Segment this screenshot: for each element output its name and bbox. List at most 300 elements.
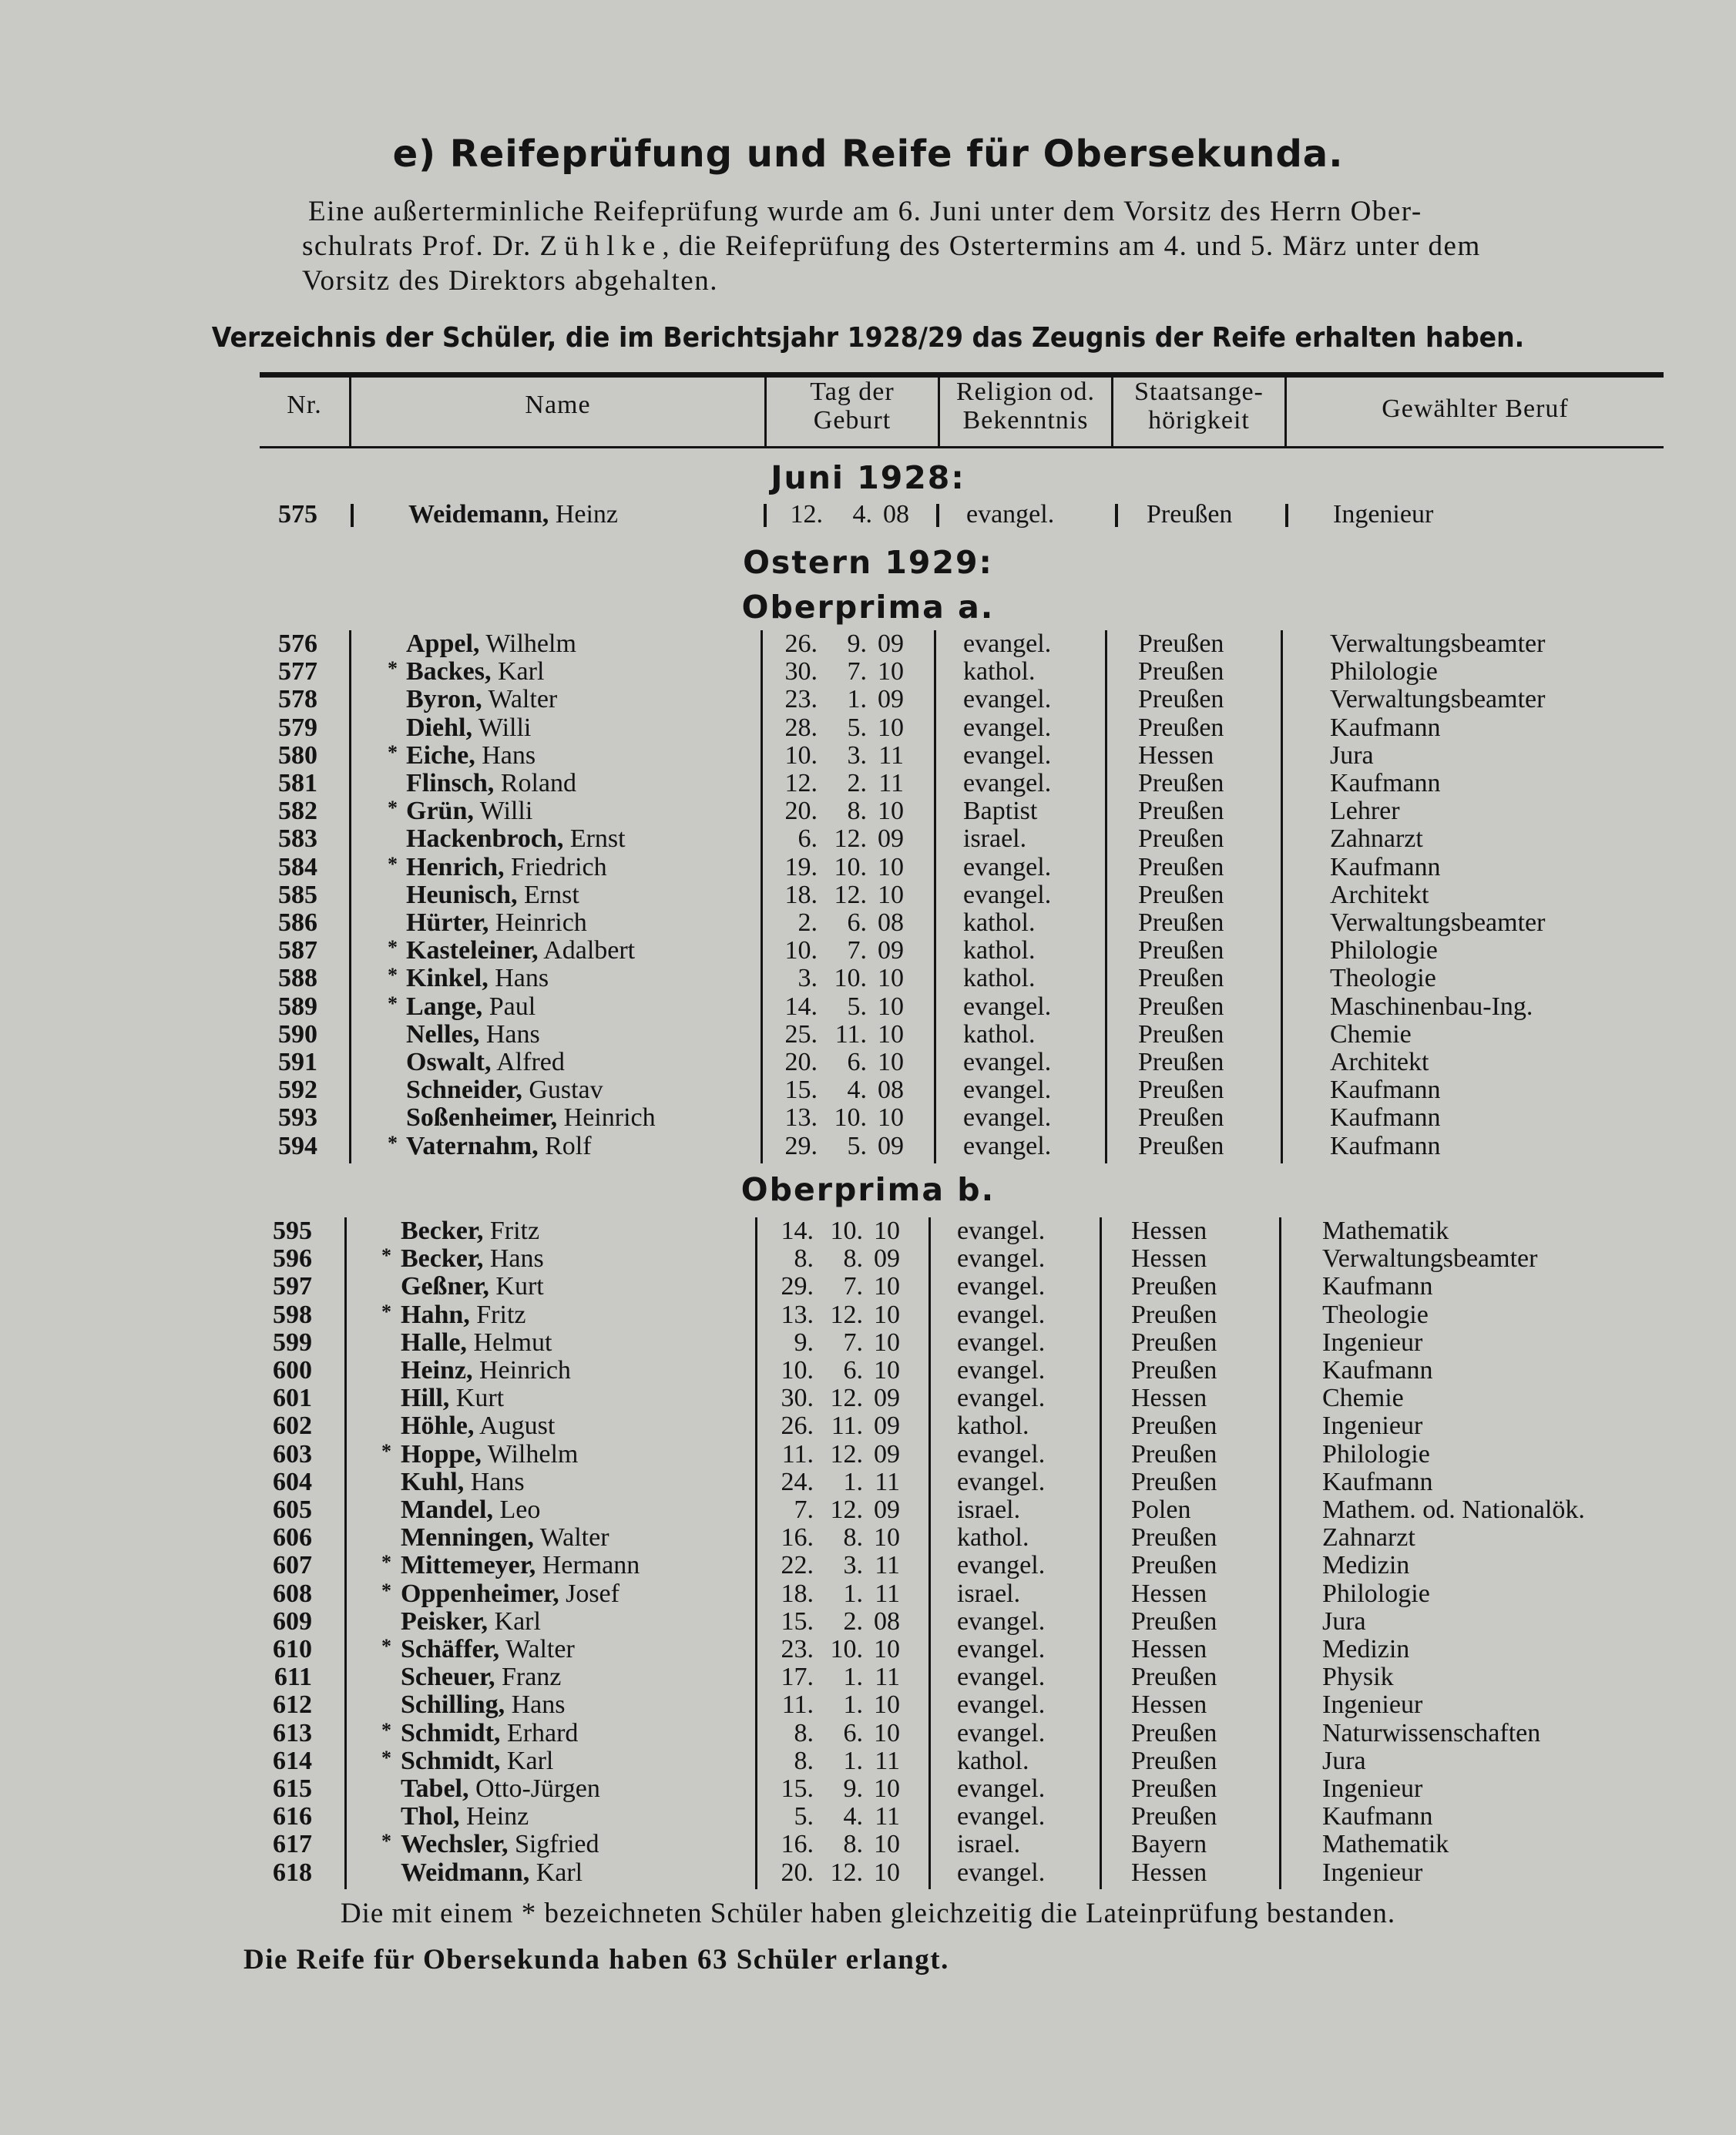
birth-day: 12. [784, 769, 818, 797]
nationality: Bayern [1131, 1830, 1207, 1859]
student-surname: Hahn, [401, 1300, 470, 1329]
birth-day: 15. [784, 1076, 818, 1105]
chosen-profession: Zahnarzt [1330, 824, 1423, 854]
religion: evangel. [957, 1690, 1046, 1720]
birth-day: 7. [794, 1496, 814, 1524]
student-name [406, 658, 544, 686]
student-given-name: Heinz [466, 1802, 529, 1831]
birth-month: 9. [843, 1774, 863, 1803]
table-row [0, 1329, 1736, 1357]
birth-year: 11 [875, 1579, 900, 1608]
nationality: Preußen [1131, 1300, 1217, 1329]
birth-year: 10 [878, 1048, 904, 1076]
student-given-name: Walter [539, 1523, 609, 1553]
nationality: Preußen [1131, 1802, 1217, 1831]
student-name [406, 1049, 565, 1076]
nationality: Preußen [1138, 629, 1224, 658]
student-given-name: Fritz [476, 1300, 526, 1329]
nationality: Hessen [1138, 740, 1214, 770]
table-row [0, 1469, 1736, 1496]
student-surname: Höhle, [401, 1412, 475, 1441]
birth-month: 8. [843, 1523, 863, 1553]
birth-month: 12. [830, 1439, 863, 1469]
student-name [401, 1608, 541, 1636]
table-row [0, 993, 1736, 1021]
header-bottom-rule [260, 446, 1664, 448]
nationality: Preußen [1131, 1606, 1217, 1636]
table-row [0, 1636, 1736, 1663]
column-header-nationality-line2: hörigkeit [1148, 406, 1250, 435]
religion: evangel. [963, 1076, 1052, 1105]
student-surname: Vaternahm, [406, 1131, 539, 1160]
table-row [0, 1133, 1736, 1160]
birth-month: 8. [847, 797, 867, 826]
nationality: Preußen [1138, 936, 1224, 965]
religion: evangel. [963, 769, 1052, 797]
row-number: 595 [273, 1217, 312, 1245]
birth-day: 20. [781, 1858, 814, 1887]
nationality: Hessen [1131, 1244, 1207, 1274]
birth-day: 15. [781, 1606, 814, 1636]
student-given-name: Karl [494, 1606, 541, 1636]
student-name [401, 1552, 640, 1579]
birth-day: 8. [794, 1718, 814, 1747]
column-header-nationality-line1: Staatsange- [1134, 378, 1264, 406]
student-name [401, 1217, 539, 1245]
row-number: 613 [273, 1718, 312, 1747]
religion: evangel. [966, 500, 1055, 529]
chosen-profession: Verwaltungsbeamter [1330, 908, 1546, 937]
chosen-profession: Verwaltungsbeamter [1330, 685, 1546, 714]
birth-month: 4. [847, 1076, 867, 1105]
religion: kathol. [963, 1019, 1036, 1049]
row-number: 617 [273, 1830, 312, 1859]
row-number: 606 [273, 1523, 312, 1553]
student-surname: Schmidt, [401, 1718, 501, 1747]
student-name [401, 1273, 544, 1301]
student-name [408, 501, 618, 529]
row-number: 577 [278, 657, 317, 686]
section-subtitle-oberprima-a: Oberprima a. [741, 589, 995, 626]
chosen-profession: Jura [1322, 1606, 1366, 1636]
table-row [0, 1496, 1736, 1524]
religion: evangel. [963, 713, 1052, 742]
religion: evangel. [957, 1217, 1046, 1245]
row-number: 587 [278, 936, 317, 965]
row-number: 600 [273, 1356, 312, 1385]
student-name [406, 797, 532, 825]
row-number: 586 [278, 908, 317, 937]
student-given-name: Willi [478, 713, 532, 742]
row-number: 607 [273, 1551, 312, 1580]
religion: evangel. [963, 1131, 1052, 1160]
religion: evangel. [963, 629, 1052, 658]
table-row [0, 686, 1736, 713]
student-given-name: Gustav [529, 1076, 603, 1105]
student-name [401, 1859, 583, 1887]
chosen-profession: Kaufmann [1330, 1076, 1441, 1105]
student-name [401, 1469, 525, 1496]
row-number: 589 [278, 992, 317, 1021]
birth-day: 30. [781, 1384, 814, 1413]
student-given-name: Karl [536, 1858, 583, 1887]
column-header-birth [767, 378, 938, 435]
religion: evangel. [963, 852, 1052, 881]
birth-day: 18. [784, 880, 818, 909]
birth-year: 11 [875, 1663, 900, 1692]
intro-line-2-start: schulrats Prof. Dr. [302, 230, 532, 262]
chosen-profession: Philologie [1330, 657, 1438, 686]
birth-day: 2. [797, 908, 818, 937]
table-row [0, 1608, 1736, 1636]
religion: kathol. [963, 908, 1036, 937]
student-surname: Schneider, [406, 1076, 522, 1105]
birth-day: 14. [781, 1217, 814, 1245]
student-given-name: Roland [500, 769, 577, 797]
table-row [0, 1301, 1736, 1329]
nationality: Preußen [1138, 1076, 1224, 1105]
student-surname: Heunisch, [406, 880, 518, 909]
nationality: Preußen [1131, 1272, 1217, 1301]
birth-month: 1. [843, 1690, 863, 1720]
student-given-name: August [479, 1412, 556, 1441]
nationality: Hessen [1131, 1635, 1207, 1663]
table-row [0, 909, 1736, 937]
birth-day: 23. [784, 685, 818, 714]
nationality: Preußen [1138, 713, 1224, 742]
religion: evangel. [957, 1774, 1046, 1803]
birth-month: 8. [843, 1244, 863, 1274]
table-row [0, 1831, 1736, 1858]
birth-month: 12. [830, 1384, 863, 1413]
student-surname: Weidemann, [408, 500, 549, 529]
column-header-religion-line1: Religion od. [955, 378, 1096, 406]
latin-exam-mark: * [381, 1244, 391, 1267]
birth-year: 11 [875, 1802, 900, 1831]
birth-day: 6. [797, 824, 818, 854]
row-number: 583 [278, 824, 317, 854]
birth-year: 10 [878, 964, 904, 993]
chosen-profession: Theologie [1330, 964, 1436, 993]
chosen-profession: Zahnarzt [1322, 1523, 1415, 1553]
religion: evangel. [957, 1802, 1046, 1831]
religion: evangel. [957, 1328, 1046, 1357]
student-surname: Hoppe, [401, 1439, 482, 1469]
latin-exam-mark: * [381, 1746, 391, 1769]
student-given-name: Otto-Jürgen [475, 1774, 600, 1803]
birth-year: 10 [878, 1103, 904, 1133]
row-number: 576 [278, 629, 317, 658]
chosen-profession: Philologie [1322, 1579, 1430, 1608]
birth-year: 09 [874, 1384, 900, 1413]
student-given-name: Walter [488, 685, 558, 714]
table-row [0, 1104, 1736, 1132]
table-row [0, 1021, 1736, 1049]
table-row [0, 1524, 1736, 1552]
religion: evangel. [957, 1300, 1046, 1329]
row-number: 615 [273, 1774, 312, 1803]
religion: evangel. [957, 1606, 1046, 1636]
chosen-profession: Jura [1330, 740, 1374, 770]
row-number: 609 [273, 1606, 312, 1636]
student-given-name: Josef [566, 1579, 620, 1608]
birth-day: 13. [784, 1103, 818, 1133]
birth-day: 29. [781, 1272, 814, 1301]
student-name [406, 825, 626, 853]
birth-year: 10 [874, 1858, 900, 1887]
row-number: 585 [278, 880, 317, 909]
birth-day: 16. [781, 1523, 814, 1553]
birth-year: 08 [878, 1076, 904, 1105]
table-row [0, 1747, 1736, 1775]
latin-exam-mark: * [381, 1718, 391, 1741]
nationality: Preußen [1138, 964, 1224, 993]
birth-day: 29. [784, 1131, 818, 1160]
student-surname: Eiche, [406, 740, 475, 770]
latin-exam-mark: * [381, 1300, 391, 1323]
student-surname: Hill, [401, 1384, 450, 1413]
student-name [406, 881, 579, 909]
student-name [406, 1076, 603, 1104]
birth-month: 2. [843, 1606, 863, 1636]
row-number: 594 [278, 1131, 317, 1160]
chosen-profession: Naturwissenschaften [1322, 1718, 1541, 1747]
nationality: Preußen [1131, 1328, 1217, 1357]
table-row [0, 1663, 1736, 1691]
chosen-profession: Kaufmann [1322, 1802, 1433, 1831]
nationality: Preußen [1138, 1019, 1224, 1049]
student-name [406, 1021, 540, 1049]
student-surname: Hackenbroch, [406, 824, 564, 854]
intro-paragraph [302, 194, 1666, 298]
religion: evangel. [957, 1272, 1046, 1301]
list-title: Verzeichnis der Schüler, die im Berichtsjahr 1928/29 das Zeugnis der Reife erhalten haben. [211, 322, 1525, 354]
birth-year: 10 [878, 657, 904, 686]
birth-month: 1. [843, 1663, 863, 1692]
birth-year: 10 [874, 1830, 900, 1859]
student-surname: Becker, [401, 1244, 484, 1274]
row-number: 611 [274, 1663, 312, 1692]
student-given-name: Heinrich [478, 1356, 571, 1385]
latin-exam-mark: * [388, 992, 398, 1015]
student-surname: Nelles, [406, 1019, 480, 1049]
nationality: Preußen [1138, 1103, 1224, 1133]
student-name [401, 1580, 620, 1608]
table-row [0, 1385, 1736, 1412]
nationality: Preußen [1131, 1774, 1217, 1803]
row-number: 579 [278, 713, 317, 742]
birth-month: 5. [847, 1131, 867, 1160]
row-number: 616 [273, 1802, 312, 1831]
birth-year: 08 [874, 1606, 900, 1636]
student-surname: Oppenheimer, [401, 1579, 559, 1608]
birth-day: 30. [784, 657, 818, 686]
student-name [401, 1357, 571, 1385]
table-row [0, 658, 1736, 686]
student-name [406, 714, 531, 742]
religion: israel. [957, 1579, 1021, 1608]
table-row [0, 714, 1736, 742]
chosen-profession: Mathem. od. Nationalök. [1322, 1496, 1585, 1524]
final-note: Die Reife für Obersekunda haben 63 Schüler erlangt. [243, 1944, 949, 1976]
chosen-profession: Chemie [1330, 1019, 1412, 1049]
birth-month: 7. [843, 1328, 863, 1357]
religion: israel. [963, 824, 1027, 854]
row-number: 614 [273, 1746, 312, 1775]
birth-year: 09 [874, 1244, 900, 1274]
nationality: Preußen [1138, 852, 1224, 881]
latin-exam-mark: * [381, 1439, 391, 1462]
latin-exam-mark: * [381, 1579, 391, 1602]
student-surname: Weidmann, [401, 1858, 530, 1887]
birth-year: 10 [874, 1356, 900, 1385]
table-row [0, 1049, 1736, 1076]
chosen-profession: Mathematik [1322, 1217, 1449, 1245]
student-name [401, 1636, 575, 1663]
religion: evangel. [963, 1048, 1052, 1076]
birth-year: 09 [878, 936, 904, 965]
nationality: Hessen [1131, 1217, 1207, 1245]
latin-exam-mark: * [388, 936, 398, 959]
nationality: Preußen [1131, 1412, 1217, 1441]
birth-day: 14. [784, 992, 818, 1021]
chosen-profession: Kaufmann [1330, 1103, 1441, 1133]
religion: kathol. [957, 1523, 1029, 1553]
birth-day: 26. [784, 629, 818, 658]
chosen-profession: Philologie [1322, 1439, 1430, 1469]
birth-day: 23. [781, 1635, 814, 1663]
birth-month: 5. [847, 713, 867, 742]
student-given-name: Willi [479, 797, 533, 826]
student-surname: Kinkel, [406, 964, 489, 993]
table-row [0, 881, 1736, 909]
birth-day: 10. [781, 1356, 814, 1385]
intro-line-2 [302, 229, 1666, 264]
student-name [406, 1133, 592, 1160]
birth-day: 13. [781, 1300, 814, 1329]
birth-month: 12. [834, 880, 867, 909]
birth-month: 10. [830, 1217, 863, 1245]
student-name [401, 1329, 552, 1357]
birth-day: 10. [784, 740, 818, 770]
row-number: 580 [278, 740, 317, 770]
birth-day: 28. [784, 713, 818, 742]
birth-month: 12. [830, 1858, 863, 1887]
table-row [0, 1552, 1736, 1579]
nationality: Hessen [1131, 1384, 1207, 1413]
column-header-nr [260, 391, 349, 419]
birth-day: 20. [784, 1048, 818, 1076]
student-surname: Mittemeyer, [401, 1551, 536, 1580]
student-surname: Flinsch, [406, 769, 495, 797]
religion: evangel. [963, 880, 1052, 909]
column-header-profession-label: Gewählter Beruf [1382, 394, 1569, 423]
page-title: e) Reifeprüfung und Reife für Obersekunda. [392, 133, 1344, 176]
birth-year: 10 [874, 1300, 900, 1329]
chosen-profession: Verwaltungsbeamter [1330, 629, 1546, 658]
table-row [0, 937, 1736, 965]
student-given-name: Franz [501, 1663, 562, 1692]
student-name [401, 1831, 599, 1858]
chosen-profession: Kaufmann [1330, 769, 1441, 797]
student-surname: Geßner, [401, 1272, 489, 1301]
student-given-name: Sigfried [514, 1830, 599, 1859]
birth-day: 26. [781, 1412, 814, 1441]
chosen-profession: Mathematik [1322, 1830, 1449, 1859]
student-given-name: Kurt [495, 1272, 544, 1301]
birth-year: 10 [874, 1774, 900, 1803]
birth-month: 4. [852, 500, 872, 529]
latin-exam-mark: * [388, 1131, 398, 1154]
birth-month: 6. [847, 908, 867, 937]
birth-month: 11. [831, 1412, 863, 1441]
row-number: 602 [273, 1412, 312, 1441]
student-surname: Tabel, [401, 1774, 469, 1803]
student-given-name: Alfred [496, 1048, 565, 1076]
birth-year: 11 [875, 1746, 900, 1775]
birth-month: 10. [830, 1635, 863, 1663]
student-surname: Oswalt, [406, 1048, 492, 1076]
table-row [0, 1803, 1736, 1831]
birth-month: 10. [834, 1103, 867, 1133]
religion: kathol. [963, 964, 1036, 993]
birth-year: 11 [875, 1467, 900, 1496]
birth-year: 09 [878, 629, 904, 658]
birth-month: 12. [830, 1496, 863, 1524]
religion: evangel. [957, 1858, 1046, 1887]
latin-exam-mark: * [388, 657, 398, 680]
chosen-profession: Kaufmann [1330, 1131, 1441, 1160]
student-surname: Kasteleiner, [406, 936, 539, 965]
birth-month: 7. [843, 1272, 863, 1301]
student-given-name: Heinrich [563, 1103, 656, 1133]
religion: evangel. [957, 1663, 1046, 1692]
birth-year: 09 [878, 685, 904, 714]
religion: kathol. [963, 936, 1036, 965]
table-row [0, 1859, 1736, 1887]
row-number: 610 [273, 1635, 312, 1663]
student-given-name: Adalbert [543, 936, 636, 965]
birth-year: 09 [874, 1412, 900, 1441]
birth-day: 5. [794, 1802, 814, 1831]
row-number: 603 [273, 1439, 312, 1469]
chosen-profession: Kaufmann [1322, 1272, 1433, 1301]
birth-year: 10 [878, 713, 904, 742]
row-number: 612 [273, 1690, 312, 1720]
chosen-profession: Ingenieur [1333, 500, 1434, 529]
student-given-name: Paul [489, 992, 536, 1021]
nationality: Preußen [1138, 657, 1224, 686]
birth-day: 8. [794, 1244, 814, 1274]
student-name [401, 1245, 544, 1273]
student-surname: Diehl, [406, 713, 472, 742]
birth-month: 1. [843, 1579, 863, 1608]
row-number: 597 [273, 1272, 312, 1301]
intro-line-2-end: , die Reifeprüfung des Ostertermins am 4. und 5. März unter dem [662, 230, 1481, 262]
student-given-name: Friedrich [510, 852, 607, 881]
row-number: 575 [278, 500, 317, 529]
birth-month: 8. [843, 1830, 863, 1859]
religion: evangel. [957, 1356, 1046, 1385]
student-name [401, 1663, 561, 1691]
birth-month: 12. [830, 1300, 863, 1329]
intro-line-3: Vorsitz des Direktors abgehalten. [302, 265, 718, 297]
birth-day: 9. [794, 1328, 814, 1357]
student-surname: Byron, [406, 685, 482, 714]
table-row [0, 1076, 1736, 1104]
row-number: 591 [278, 1048, 317, 1076]
chosen-profession: Ingenieur [1322, 1328, 1423, 1357]
